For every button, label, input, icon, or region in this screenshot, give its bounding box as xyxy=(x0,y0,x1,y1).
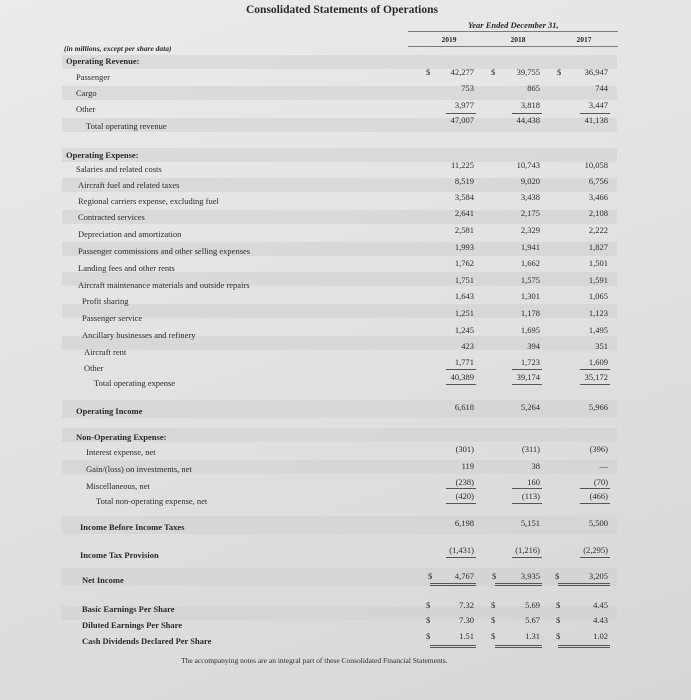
double-rule xyxy=(495,645,542,648)
value-cell: 6,618 xyxy=(454,402,474,412)
value-cell: 1,575 xyxy=(520,275,540,285)
value-cell: 1,827 xyxy=(588,242,608,252)
value-cell: 41,138 xyxy=(584,115,608,125)
row-label: Landing fees and other rents xyxy=(78,263,175,273)
operating-expense-heading: Operating Expense: xyxy=(66,150,139,160)
value-cell: 2,108 xyxy=(588,208,608,218)
value-cell: 4.45 xyxy=(593,600,608,610)
subtotal-rule xyxy=(446,557,476,558)
value-cell: 3,935 xyxy=(520,571,540,581)
year-rule xyxy=(408,46,618,47)
double-rule xyxy=(430,645,476,648)
row-label: Aircraft rent xyxy=(84,347,127,357)
value-cell: 3,447 xyxy=(588,100,608,110)
value-cell: 6,756 xyxy=(588,176,608,186)
subtotal-rule xyxy=(446,113,476,114)
value-cell: 1,771 xyxy=(454,357,474,367)
row-label: Basic Earnings Per Share xyxy=(82,604,175,614)
dollar-sign: $ xyxy=(428,571,433,581)
value-cell: 2,222 xyxy=(588,225,608,235)
value-cell: 39,174 xyxy=(516,372,540,382)
income-before-taxes-label: Income Before Income Taxes xyxy=(80,522,185,532)
value-cell: (70) xyxy=(593,477,608,487)
value-cell: 753 xyxy=(461,83,474,93)
value-cell: 38 xyxy=(531,461,540,471)
value-cell: 9,020 xyxy=(520,176,540,186)
dollar-sign: $ xyxy=(426,67,431,77)
total-rule xyxy=(446,503,476,504)
income-tax-label: Income Tax Provision xyxy=(80,550,159,560)
value-cell: 1,301 xyxy=(520,291,540,301)
value-cell: 10,058 xyxy=(584,160,608,170)
value-cell: 11,225 xyxy=(450,160,474,170)
dollar-sign: $ xyxy=(556,615,561,625)
value-cell: 3,466 xyxy=(588,192,608,202)
row-label: Interest expense, net xyxy=(86,447,156,457)
value-cell: 351 xyxy=(595,341,608,351)
year-2019: 2019 xyxy=(441,35,457,44)
operating-income-label: Operating Income xyxy=(76,406,143,416)
value-cell: 423 xyxy=(461,341,474,351)
value-cell: 160 xyxy=(527,477,540,487)
dollar-sign: $ xyxy=(556,631,561,641)
row-label: Aircraft maintenance materials and outside repairs xyxy=(78,280,250,290)
row-label: Diluted Earnings Per Share xyxy=(82,620,183,630)
value-cell: 1,245 xyxy=(454,325,474,335)
value-cell: 1,251 xyxy=(454,308,474,318)
value-cell: 1,723 xyxy=(520,357,540,367)
value-cell: 1,501 xyxy=(588,258,608,268)
value-cell: (2,295) xyxy=(583,545,608,555)
row-label: Cargo xyxy=(76,88,97,98)
value-cell: 1,662 xyxy=(520,258,540,268)
total-rule xyxy=(580,384,610,385)
value-cell: (466) xyxy=(589,491,608,501)
value-cell: 1,695 xyxy=(520,325,540,335)
value-cell: 2,581 xyxy=(454,225,474,235)
row-label: Salaries and related costs xyxy=(76,164,162,174)
value-cell: 10,743 xyxy=(516,160,540,170)
units-label: (in millions, except per share data) xyxy=(64,44,172,53)
value-cell: 4,767 xyxy=(454,571,474,581)
value-cell: (311) xyxy=(521,444,540,454)
value-cell: (396) xyxy=(589,444,608,454)
operating-revenue-heading: Operating Revenue: xyxy=(66,56,140,66)
dollar-sign: $ xyxy=(491,631,496,641)
value-cell: 1,941 xyxy=(520,242,540,252)
row-label: Depreciation and amortization xyxy=(78,229,182,239)
value-cell: 3,818 xyxy=(520,100,540,110)
value-cell: 1,123 xyxy=(588,308,608,318)
value-cell: 1.31 xyxy=(525,631,540,641)
value-cell: 7.30 xyxy=(459,615,474,625)
dollar-sign: $ xyxy=(491,67,496,77)
value-cell: 36,947 xyxy=(584,67,608,77)
value-cell: (238) xyxy=(455,477,474,487)
value-cell: 1,609 xyxy=(588,357,608,367)
double-rule xyxy=(558,645,610,648)
value-cell: 1.51 xyxy=(459,631,474,641)
value-cell: 1.02 xyxy=(593,631,608,641)
value-cell: 1,643 xyxy=(454,291,474,301)
dollar-sign: $ xyxy=(491,615,496,625)
value-cell: (301) xyxy=(455,444,474,454)
value-cell: — xyxy=(599,461,608,471)
value-cell: 3,977 xyxy=(454,100,474,110)
value-cell: (420) xyxy=(455,491,474,501)
row-label: Miscellaneous, net xyxy=(86,481,150,491)
value-cell: 5,966 xyxy=(588,402,608,412)
value-cell: 1,591 xyxy=(588,275,608,285)
value-cell: 2,175 xyxy=(520,208,540,218)
year-2018: 2018 xyxy=(510,35,526,44)
value-cell: 5,500 xyxy=(588,518,608,528)
dollar-sign: $ xyxy=(556,600,561,610)
row-label: Passenger xyxy=(76,72,110,82)
period-header: Year Ended December 31, xyxy=(468,20,559,30)
statement-title: Consolidated Statements of Operations xyxy=(246,4,438,16)
value-cell: 4.43 xyxy=(593,615,608,625)
double-rule xyxy=(495,583,542,586)
dollar-sign: $ xyxy=(491,600,496,610)
row-label: Regional carriers expense, excluding fuel xyxy=(78,196,219,206)
value-cell: 1,762 xyxy=(454,258,474,268)
value-cell: (1,216) xyxy=(515,545,540,555)
dollar-sign: $ xyxy=(557,67,562,77)
value-cell: 8,519 xyxy=(454,176,474,186)
row-label: Other xyxy=(84,363,104,373)
subtotal-rule xyxy=(580,369,610,370)
value-cell: 1,993 xyxy=(454,242,474,252)
value-cell: 5.67 xyxy=(525,615,540,625)
total-rule xyxy=(446,384,476,385)
subtotal-rule xyxy=(512,369,542,370)
subtotal-rule xyxy=(580,488,610,489)
value-cell: 1,751 xyxy=(454,275,474,285)
value-cell: 1,065 xyxy=(588,291,608,301)
row-label: Ancillary businesses and refinery xyxy=(82,330,196,340)
row-label: Other xyxy=(76,104,96,114)
row-label: Contracted services xyxy=(78,212,145,222)
value-cell: 35,172 xyxy=(584,372,608,382)
value-cell: 119 xyxy=(461,461,474,471)
dollar-sign: $ xyxy=(492,571,497,581)
subtotal-rule xyxy=(580,113,610,114)
value-cell: 3,205 xyxy=(588,571,608,581)
subtotal-rule xyxy=(446,369,476,370)
value-cell: 865 xyxy=(527,83,540,93)
row-label: Passenger service xyxy=(82,313,143,323)
row-label: Total operating expense xyxy=(94,378,176,388)
value-cell: 1,178 xyxy=(520,308,540,318)
value-cell: 40,389 xyxy=(450,372,474,382)
row-label: Gain/(loss) on investments, net xyxy=(86,464,192,474)
double-rule xyxy=(558,583,610,586)
total-rule xyxy=(512,384,542,385)
subtotal-rule xyxy=(512,113,542,114)
net-income-label: Net Income xyxy=(82,575,124,585)
subtotal-rule xyxy=(512,488,542,489)
double-rule xyxy=(430,583,476,586)
subtotal-rule xyxy=(446,488,476,489)
value-cell: (113) xyxy=(521,491,540,501)
total-rule xyxy=(512,503,542,504)
header-rule xyxy=(408,31,618,32)
value-cell: 5,151 xyxy=(520,518,540,528)
non-operating-heading: Non-Operating Expense: xyxy=(76,432,167,442)
dollar-sign: $ xyxy=(426,600,431,610)
value-cell: 744 xyxy=(595,83,608,93)
value-cell: 47,007 xyxy=(450,115,474,125)
value-cell: 44,438 xyxy=(516,115,540,125)
total-rule xyxy=(580,503,610,504)
value-cell: 5,264 xyxy=(520,402,540,412)
value-cell: 1,495 xyxy=(588,325,608,335)
value-cell: 3,438 xyxy=(520,192,540,202)
value-cell: 42,277 xyxy=(450,67,474,77)
footnote: The accompanying notes are an integral part of these Consolidated Financial Statements. xyxy=(181,656,448,665)
value-cell: 39,755 xyxy=(516,67,540,77)
subtotal-rule xyxy=(512,557,542,558)
row-label: Aircraft fuel and related taxes xyxy=(78,180,180,190)
year-2017: 2017 xyxy=(576,35,592,44)
value-cell: (1,431) xyxy=(449,545,474,555)
row-label: Total operating revenue xyxy=(86,121,167,131)
value-cell: 394 xyxy=(527,341,540,351)
row-label: Profit sharing xyxy=(82,296,129,306)
dollar-sign: $ xyxy=(555,571,560,581)
value-cell: 2,641 xyxy=(454,208,474,218)
value-cell: 5.69 xyxy=(525,600,540,610)
value-cell: 6,198 xyxy=(454,518,474,528)
value-cell: 2,329 xyxy=(520,225,540,235)
row-label: Cash Dividends Declared Per Share xyxy=(82,636,212,646)
value-cell: 3,584 xyxy=(454,192,474,202)
dollar-sign: $ xyxy=(426,615,431,625)
row-label: Total non-operating expense, net xyxy=(96,496,208,506)
value-cell: 7.32 xyxy=(459,600,474,610)
row-label: Passenger commissions and other selling expenses xyxy=(78,246,251,256)
subtotal-rule xyxy=(580,557,610,558)
dollar-sign: $ xyxy=(426,631,431,641)
